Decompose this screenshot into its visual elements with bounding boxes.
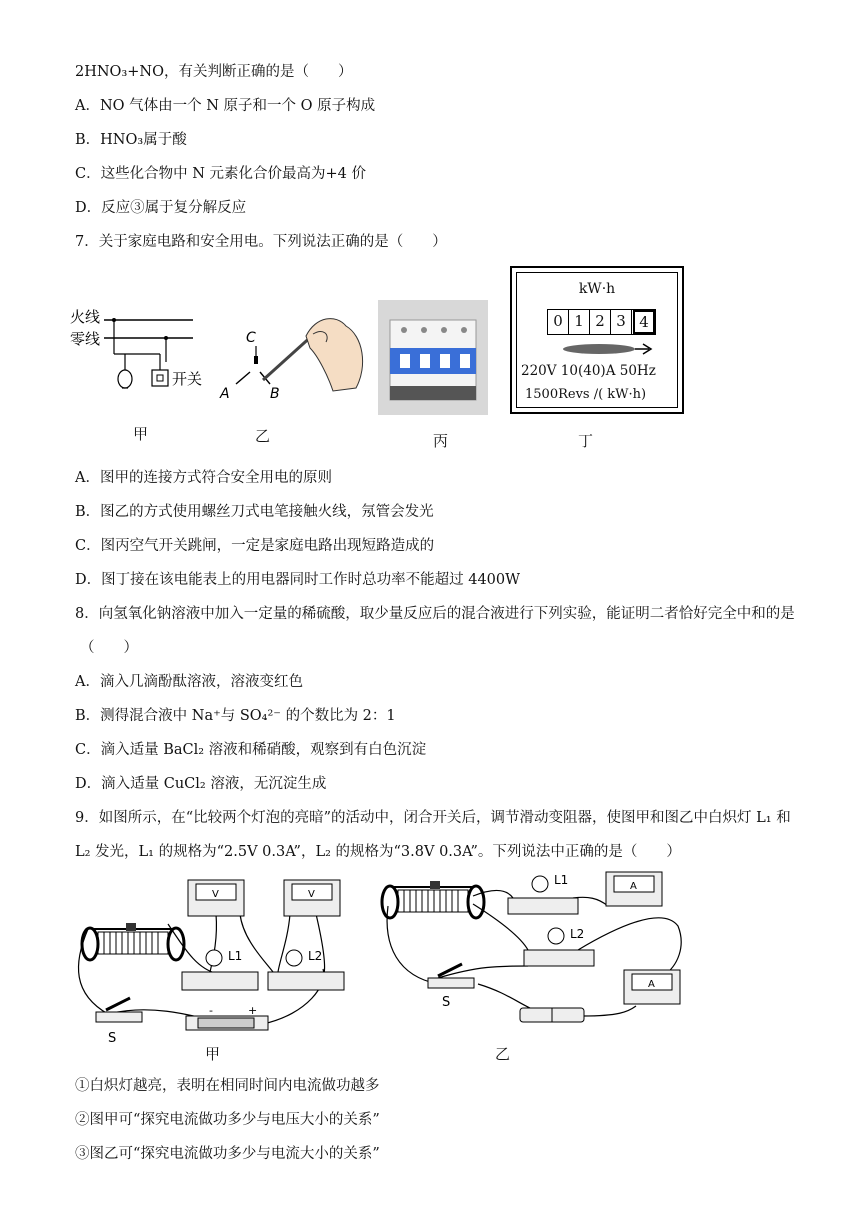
- svg-text:V: V: [308, 889, 315, 900]
- q9-statement-2: ②图甲可“探究电流做功多少与电压大小的关系”: [75, 1112, 380, 1128]
- q9-stem-line1: 9．如图所示，在“比较两个灯泡的亮暗”的活动中，闭合开关后，调节滑动变阻器，使图甲和图乙中白炽灯 L₁ 和: [75, 810, 791, 826]
- q6-option-a: A．NO 气体由一个 N 原子和一个 O 原子构成: [75, 98, 376, 114]
- label-a: A: [220, 386, 230, 402]
- q7-caption-ding: 丁: [578, 432, 594, 450]
- q8-option-b: B．测得混合液中 Na⁺与 SO₄²⁻ 的个数比为 2：1: [75, 708, 396, 724]
- q8-stem: 8．向氢氧化钠溶液中加入一定量的稀硫酸，取少量反应后的混合液进行下列实验，能证明二者恰好完全中和的是: [75, 606, 795, 622]
- q6-option-c: C．这些化合物中 N 元素化合价最高为+4 价: [75, 166, 366, 182]
- lamp-l2-label: L2: [308, 949, 323, 963]
- rheostat-icon: [82, 923, 184, 960]
- rheostat-icon: [382, 881, 484, 918]
- voltmeter-icon: [188, 880, 244, 916]
- label-b: B: [270, 386, 280, 402]
- bulb-icon: [118, 370, 132, 388]
- q9-statement-1: ①白炽灯越亮，表明在相同时间内电流做功越多: [75, 1078, 380, 1094]
- q6-option-b: B．HNO₃属于酸: [75, 132, 187, 148]
- q6-option-d: D．反应③属于复分解反应: [75, 200, 247, 216]
- q8-option-a: A．滴入几滴酚酞溶液，溶液变红色: [75, 674, 303, 690]
- switch-label-s: S: [442, 995, 451, 1010]
- q9-figure-jia: [68, 874, 353, 1054]
- meter-digit: 2: [590, 310, 611, 334]
- lamp-l1-label: L1: [554, 873, 569, 887]
- q7-caption-bing: 丙: [433, 432, 449, 450]
- voltmeter-icon: [284, 880, 340, 916]
- q7-option-b: B．图乙的方式使用螺丝刀式电笔接触火线，氖管会发光: [75, 504, 434, 520]
- meter-digit: 1: [569, 310, 590, 334]
- svg-text:V: V: [212, 889, 219, 900]
- ammeter-icon: [606, 872, 662, 906]
- lamp-l1-label: L1: [228, 949, 243, 963]
- meter-spec: 220V 10(40)A 50Hz: [521, 363, 656, 379]
- q8-option-d: D．滴入适量 CuCl₂ 溶液，无沉淀生成: [75, 776, 327, 792]
- label-c: C: [246, 330, 256, 346]
- q7-stem: 7．关于家庭电路和安全用电。下列说法正确的是（ ）: [75, 234, 447, 250]
- meter-digit: 0: [548, 310, 569, 334]
- neutral-wire-label: 零线: [70, 330, 101, 348]
- hand-icon: [306, 319, 363, 391]
- q8-stem-bracket: （ ）: [80, 640, 138, 656]
- meter-unit: kW·h: [578, 281, 616, 297]
- q7-figure-bing: [378, 300, 488, 415]
- q9-statement-3: ③图乙可“探究电流做功多少与电流大小的关系”: [75, 1146, 380, 1162]
- q9-caption-jia: 甲: [205, 1045, 221, 1063]
- battery-icon: [186, 1016, 268, 1030]
- switch-icon: [152, 370, 168, 386]
- q7-caption-yi: 乙: [255, 427, 271, 445]
- lamp-l2-label: L2: [570, 927, 585, 941]
- q7-option-c: C．图丙空气开关跳闸，一定是家庭电路出现短路造成的: [75, 538, 435, 554]
- battery-icon: [520, 1008, 584, 1022]
- switch-label-s: S: [108, 1031, 117, 1046]
- meter-constant: 1500Revs /( kW·h): [525, 387, 647, 402]
- q7-option-a: A．图甲的连接方式符合安全用电的原则: [75, 470, 332, 486]
- switch-label: 开关: [172, 370, 203, 388]
- meter-digits: [547, 309, 656, 335]
- q9-figure-yi: [378, 866, 688, 1032]
- svg-text:A: A: [630, 881, 637, 892]
- bulb-icon: [268, 950, 344, 990]
- q6-stem-tail: 2HNO₃+NO，有关判断正确的是（ ）: [75, 64, 353, 80]
- meter-digit: 4: [633, 310, 655, 334]
- meter-disc-icon: [553, 341, 653, 357]
- battery-minus: -: [209, 1004, 213, 1017]
- q9-caption-yi: 乙: [495, 1045, 511, 1063]
- svg-text:A: A: [648, 979, 655, 990]
- q9-stem-line2: L₂ 发光，L₁ 的规格为“2.5V 0.3A”，L₂ 的规格为“3.8V 0.3A”。下列说法中正确的是（ ）: [75, 844, 681, 860]
- meter-digit: 3: [611, 310, 632, 334]
- bulb-icon: [182, 950, 258, 990]
- battery-plus: +: [248, 1004, 258, 1017]
- switch-icon: [428, 964, 474, 988]
- ammeter-icon: [624, 970, 680, 1004]
- live-wire-label: 火线: [70, 308, 101, 326]
- q7-option-d: D．图丁接在该电能表上的用电器同时工作时总功率不能超过 4400W: [75, 572, 521, 588]
- q8-option-c: C．滴入适量 BaCl₂ 溶液和稀硝酸，观察到有白色沉淀: [75, 742, 427, 758]
- q7-figure-ding: [510, 266, 684, 414]
- q7-figure-jia: [68, 300, 218, 400]
- q7-caption-jia: 甲: [133, 425, 149, 443]
- tester-pen-icon: [263, 334, 314, 380]
- q7-figure-yi: [218, 296, 378, 406]
